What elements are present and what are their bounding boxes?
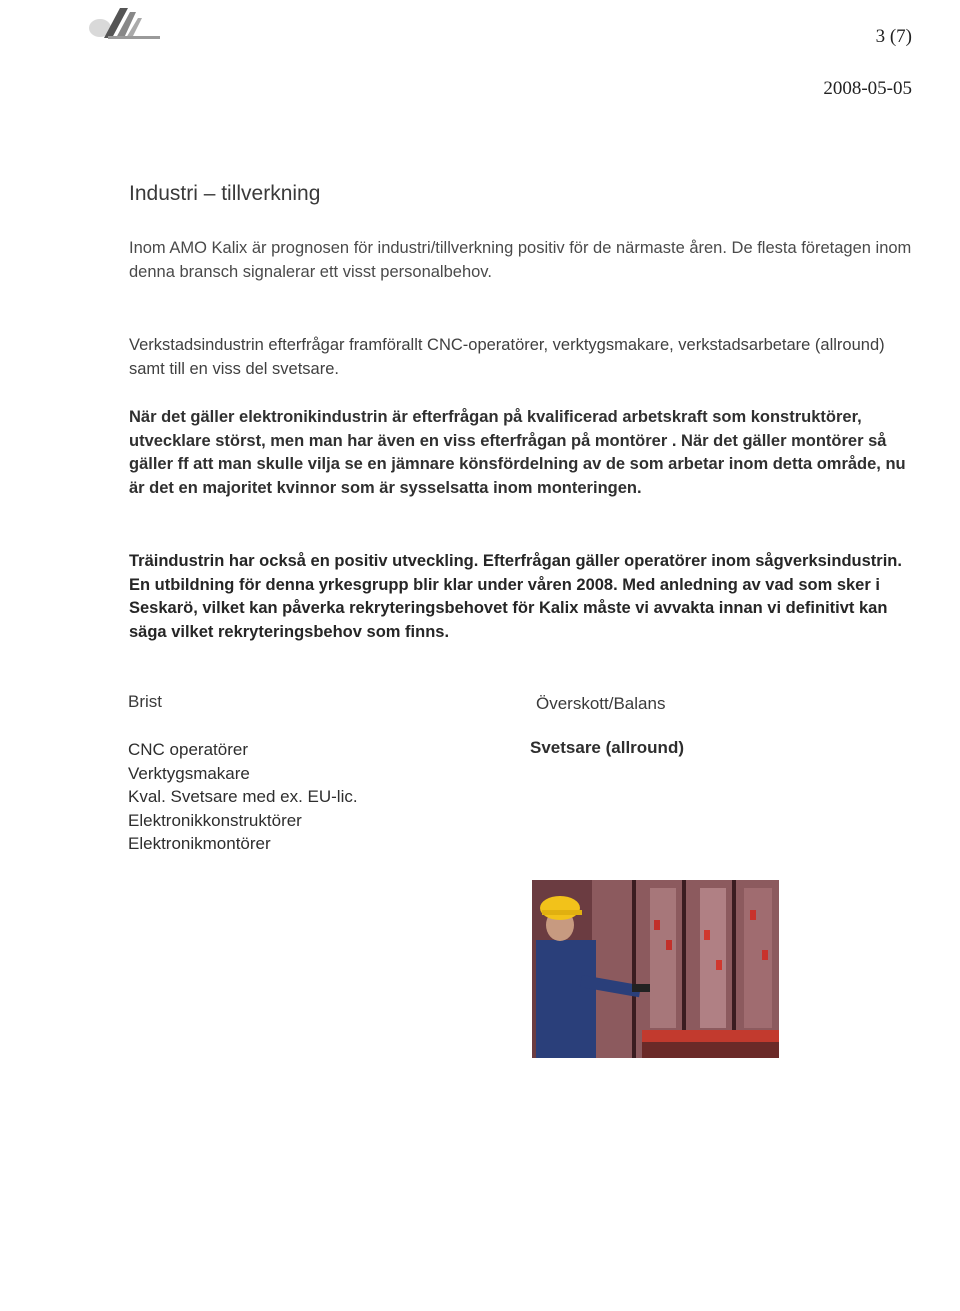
list-item: CNC operatörer [128, 740, 248, 759]
logo [86, 6, 162, 40]
list-item: Verktygsmakare [128, 763, 250, 783]
paragraph-tra: Träindustrin har också en positiv utveckling. Efterfrågan gäller operatörer inom sågverksindustrin. En utbildning för denna yrkesgrupp blir klar under våren 2008. Med anledning av vad som sker i Seskarö, vilket kan påverka rekryteringsbehovet för Kalix måste vi avvakta innan vi definitivt kan säga vilket rekryteringsbehov som finns. [129, 552, 902, 641]
page-number: 3 (7) [875, 26, 912, 47]
logo-mark-icon [86, 6, 162, 40]
paragraph-elektronik: När det gäller elektronikindustrin är efterfrågan på kvalificerad arbetskraft som konstruktörer, utvecklare störst, men man har även en viss efterfrågan på montörer . När det gäller montörer så gäller ff att man skulle vilja se en jämnare könsfördelning av de som arbetar inom detta område, nu är det en majoritet kvinnor som är sysselsatta inom monteringen. [129, 408, 906, 497]
overskott-list [530, 738, 684, 758]
list-item: Svetsare (allround) [530, 738, 684, 757]
list-item: Elektronikkonstruktörer [128, 810, 302, 830]
list-item: Kval. Svetsare med ex. EU-lic. [128, 787, 358, 806]
brist-list [128, 738, 358, 856]
section-heading: Industri – tillverkning [129, 182, 321, 205]
paragraph-prognosis: Inom AMO Kalix är prognosen för industri/tillverkning positiv för de närmaste åren. De flesta företagen inom denna bransch signalerar ett visst personalbehov. [129, 239, 912, 281]
worker-photo [532, 880, 779, 1058]
list-item: Elektronikmontörer [128, 834, 271, 853]
document-date: 2008-05-05 [823, 78, 912, 99]
brist-header: Brist [128, 692, 162, 711]
overskott-header: Överskott/Balans [536, 694, 666, 713]
paragraph-verkstad: Verkstadsindustrin efterfrågar framförallt CNC-operatörer, verktygsmakare, verkstadsarbetare (allround) samt till en viss del svetsare. [129, 336, 885, 378]
